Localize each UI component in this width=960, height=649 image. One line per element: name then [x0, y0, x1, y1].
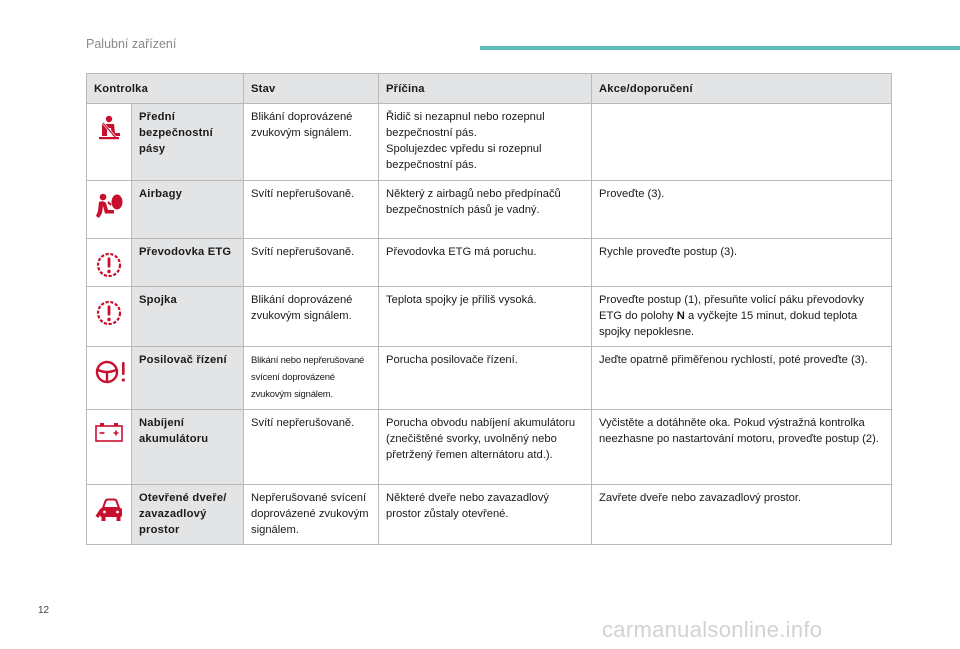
row-state: Svítí nepřerušovaně.	[244, 239, 379, 287]
icon-cell	[87, 485, 132, 545]
seatbelt-icon	[96, 115, 122, 141]
column-header-akce: Akce/doporučení	[592, 74, 892, 104]
row-cause: Porucha posilovače řízení.	[379, 347, 592, 410]
table-row	[87, 239, 892, 287]
icon-cell	[87, 239, 132, 287]
row-name: Nabíjení akumulátoru	[132, 410, 244, 485]
row-name: Spojka	[132, 287, 244, 347]
row-state: Nepřerušované svícení doprovázené zvukovým signálem.	[244, 485, 379, 545]
row-name: Přední bezpečnostní pásy	[132, 104, 244, 181]
table-row	[87, 287, 892, 347]
table-row	[87, 104, 892, 181]
row-cause: Převodovka ETG má poruchu.	[379, 239, 592, 287]
row-state: Blikání doprovázené zvukovým signálem.	[244, 287, 379, 347]
header-accent-bar	[480, 46, 960, 50]
row-action-text-1: Proveďte postup (1), přesuňte volicí páku převodovky ETG do polohy	[599, 294, 864, 322]
watermark: carmanualsonline.info	[602, 617, 823, 642]
row-action: Rychle proveďte postup (3).	[592, 239, 892, 287]
icon-cell	[87, 410, 132, 485]
row-state: Svítí nepřerušovaně.	[244, 410, 379, 485]
row-state: Svítí nepřerušovaně.	[244, 181, 379, 239]
battery-icon	[94, 421, 124, 443]
row-cause: Řidič si nezapnul nebo rozepnul bezpečnostní pás. Spolujezdec vpředu si rozepnul bezpečnostní pás.	[379, 104, 592, 181]
row-state: Blikání nebo nepřerušované svícení doprovázené zvukovým signálem.	[244, 347, 379, 410]
steering-warning-icon	[94, 358, 128, 386]
row-cause: Některé dveře nebo zavazadlový prostor zůstaly otevřené.	[379, 485, 592, 545]
gearbox-warning-icon	[94, 250, 124, 280]
icon-cell	[87, 287, 132, 347]
row-name: Otevřené dveře/ zavazadlový prostor	[132, 485, 244, 545]
row-name: Airbagy	[132, 181, 244, 239]
table-row	[87, 347, 892, 410]
page-number: 12	[38, 605, 50, 616]
airbag-icon	[94, 192, 124, 220]
warning-lights-table	[86, 73, 892, 545]
clutch-warning-icon	[94, 298, 124, 328]
icon-cell	[87, 181, 132, 239]
row-cause: Některý z airbagů nebo předpínačů bezpečnostních pásů je vadný.	[379, 181, 592, 239]
column-header-stav: Stav	[244, 74, 379, 104]
column-header-kontrolka: Kontrolka	[87, 74, 244, 104]
row-action: Jeďte opatrně přiměřenou rychlostí, poté proveďte (3).	[592, 347, 892, 410]
table-header-row	[87, 74, 892, 104]
row-action	[592, 287, 892, 347]
row-name: Posilovač řízení	[132, 347, 244, 410]
table-row	[87, 410, 892, 485]
row-name: Převodovka ETG	[132, 239, 244, 287]
icon-cell	[87, 347, 132, 410]
row-action: Proveďte (3).	[592, 181, 892, 239]
icon-cell	[87, 104, 132, 181]
table-row	[87, 181, 892, 239]
row-action-text-2: a vyčkejte 15 minut, dokud teplota spojky nepoklesne.	[599, 310, 858, 338]
row-state: Blikání doprovázené zvukovým signálem.	[244, 104, 379, 181]
table-row	[87, 485, 892, 545]
door-open-icon	[94, 496, 126, 526]
section-title: Palubní zařízení	[86, 37, 177, 51]
row-cause: Teplota spojky je příliš vysoká.	[379, 287, 592, 347]
row-action: Zavřete dveře nebo zavazadlový prostor.	[592, 485, 892, 545]
row-action: Vyčistěte a dotáhněte oka. Pokud výstražná kontrolka neezhasne po nastartování motoru, proveďte postup (2).	[592, 410, 892, 485]
gear-position-n: N	[676, 310, 685, 322]
row-cause: Porucha obvodu nabíjení akumulátoru (znečištěné svorky, uvolněný nebo přetržený řemen alternátoru atd.).	[379, 410, 592, 485]
column-header-pricina: Příčina	[379, 74, 592, 104]
row-action	[592, 104, 892, 181]
